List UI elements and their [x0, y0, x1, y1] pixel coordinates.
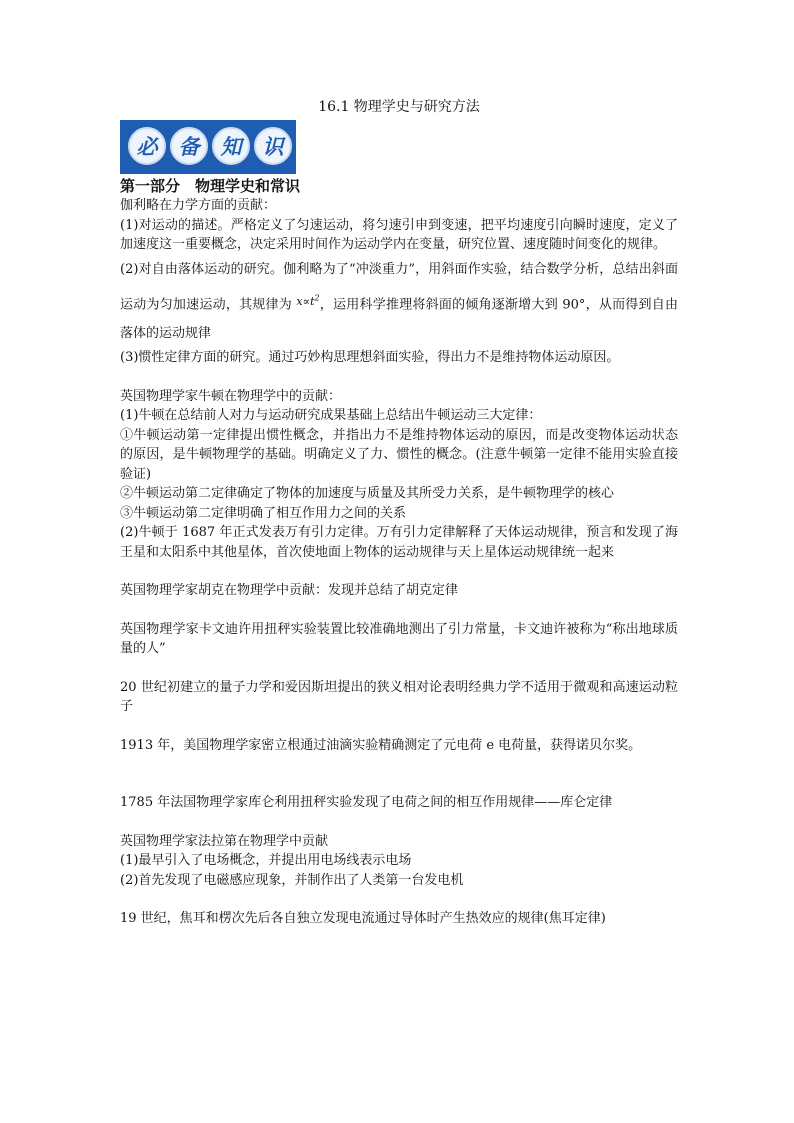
formula-exponent: 2: [314, 293, 320, 303]
formula-proportional: ∝: [302, 295, 311, 309]
coulomb-paragraph: 1785 年法国物理学家库仑利用扭秤实验发现了电荷之间的相互作用规律——库仑定律: [120, 795, 613, 811]
newton-heading: 英国物理学家牛顿在物理学中的贡献：: [120, 388, 342, 404]
quantum-paragraph: 20 世纪初建立的量子力学和爱因斯坦提出的狭义相对论表明经典力学不适用于微观和高速运动粒子: [120, 679, 678, 715]
must-know-banner: [120, 120, 296, 174]
galileo-paragraph-2-end: ，运用科学推理将斜面的倾角逐渐增大到 90°，从而得到自由落体的运动规律: [120, 297, 678, 342]
banner-char-1: 必: [128, 127, 166, 165]
galileo-paragraph-3: (3)惯性定律方面的研究。通过巧妙构思理想斜面实验，得出力不是维持物体运动原因。: [120, 350, 620, 366]
section-heading: 第一部分 物理学史和常识: [120, 177, 301, 195]
document-page: [120, 98, 678, 929]
banner-char-4: 识: [254, 127, 292, 165]
galileo-paragraph-2-start: (2)对自由落体运动的研究。伽利略为了“冲淡重力”，用斜面作实验，结合数学分析，总结出斜面运动为匀加速运动，其规律为: [120, 261, 678, 313]
faraday-paragraph-2: (2)首先发现了电磁感应现象，并制作出了人类第一台发电机: [120, 872, 464, 888]
newton-paragraph-1: (1)牛顿在总结前人对力与运动研究成果基础上总结出牛顿运动三大定律：: [120, 408, 542, 424]
banner-char-3: 知: [212, 127, 250, 165]
newton-paragraph-2: (2)牛顿于 1687 年正式发表万有引力定律。万有引力定律解释了天体运动规律，预言和发现了海王星和太阳系中其他星体，首次使地面上物体的运动规律与天上星体运动规律统一起来: [120, 525, 678, 560]
newton-law-3: ③牛顿运动第二定律明确了相互作用力之间的关系: [120, 505, 407, 521]
formula-t: t: [310, 295, 315, 309]
formula-x: x: [296, 295, 303, 309]
hooke-paragraph: 英国物理学家胡克在物理学中贡献：发现并总结了胡克定律: [120, 583, 459, 599]
galileo-paragraph-2: [120, 255, 678, 349]
faraday-heading: 英国物理学家法拉第在物理学中贡献: [120, 833, 329, 849]
newton-law-1: ①牛顿运动第一定律提出惯性概念，并指出力不是维持物体运动的原因，而是改变物体运动状态的原因，是牛顿物理学的基础。明确定义了力、惯性的概念。(注意牛顿第一定律不能用实验直接验证): [120, 427, 678, 482]
banner-char-2: 备: [170, 127, 208, 165]
document-title: 16.1 物理学史与研究方法: [318, 99, 480, 115]
galileo-formula: [296, 295, 319, 308]
galileo-heading: 伽利略在力学方面的贡献：: [120, 198, 277, 213]
millikan-paragraph: 1913 年，美国物理学家密立根通过油滴实验精确测定了元电荷 e 电荷量，获得诺贝尔奖。: [120, 737, 642, 753]
newton-law-2: ②牛顿运动第二定律确定了物体的加速度与质量及其所受力关系，是牛顿物理学的核心: [120, 486, 615, 502]
cavendish-paragraph: 英国物理学家卡文迪许用扭秤实验装置比较准确地测出了引力常量，卡文迪许被称为“称出地球质量的人”: [120, 621, 678, 657]
galileo-paragraph-1: (1)对运动的描述。严格定义了匀速运动，将匀速引申到变速，把平均速度引向瞬时速度，定义了加速度这一重要概念，决定采用时间作为运动学内在变量，研究位置、速度随时间变化的规律。: [120, 217, 678, 252]
faraday-paragraph-1: (1)最早引入了电场概念，并提出用电场线表示电场: [120, 853, 412, 869]
joule-paragraph: 19 世纪，焦耳和楞次先后各自独立发现电流通过导体时产生热效应的规律(焦耳定律): [120, 911, 606, 927]
